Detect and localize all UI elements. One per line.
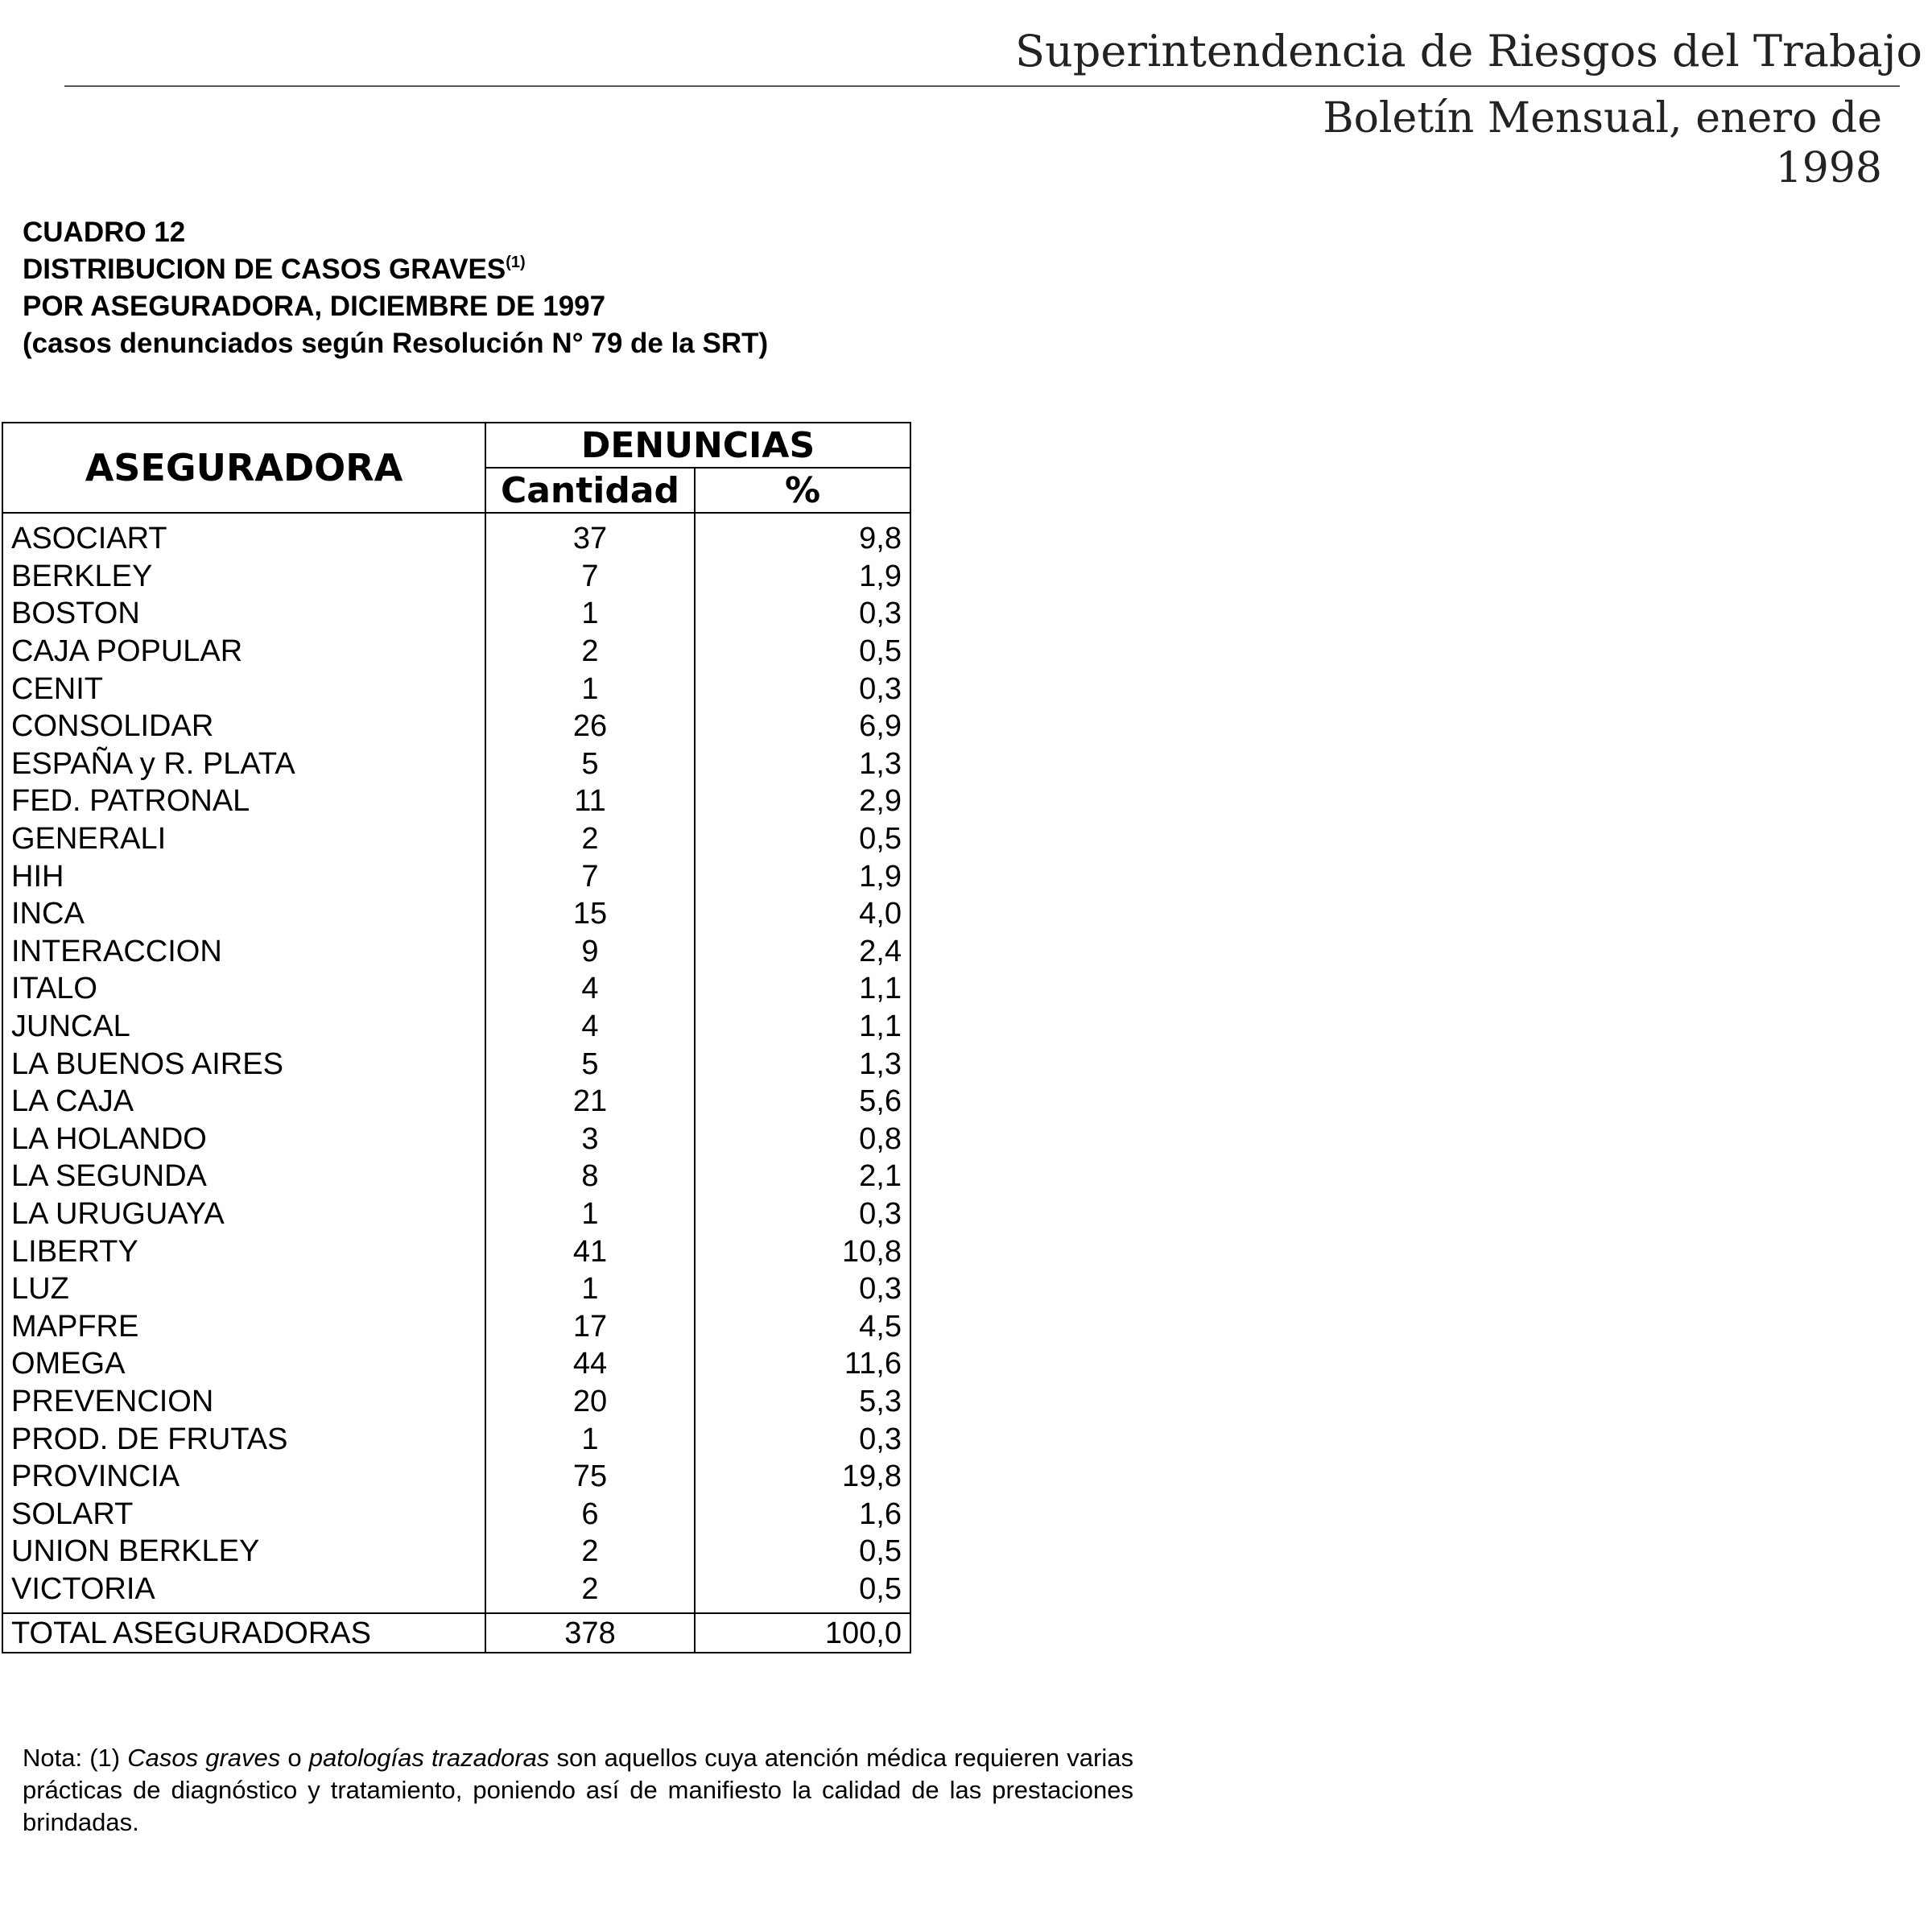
- insurer-porcentaje: 2,1: [695, 1158, 910, 1195]
- insurers-table: [2, 422, 911, 1653]
- table-row: [2, 1121, 910, 1158]
- insurer-porcentaje: 0,8: [695, 1121, 910, 1158]
- insurer-porcentaje: 0,3: [695, 1420, 910, 1458]
- title-line-2: [23, 251, 768, 288]
- insurer-name: MAPFRE: [2, 1307, 485, 1345]
- insurer-cantidad: 7: [485, 857, 695, 895]
- note-prefix: Nota: (1): [23, 1744, 121, 1772]
- insurer-porcentaje: 6,9: [695, 708, 910, 745]
- table-row: [2, 1232, 910, 1270]
- table-row: [2, 1533, 910, 1571]
- table-row: [2, 1420, 910, 1458]
- header-divider: [64, 85, 1900, 87]
- insurer-porcentaje: 2,4: [695, 933, 910, 971]
- insurer-name: PROD. DE FRUTAS: [2, 1420, 485, 1458]
- insurer-name: GENERALI: [2, 820, 485, 858]
- table-row: [2, 1008, 910, 1046]
- footnote-marker: (1): [506, 254, 526, 271]
- insurer-name: BOSTON: [2, 595, 485, 633]
- insurer-name: LUZ: [2, 1270, 485, 1308]
- insurer-name: FED. PATRONAL: [2, 782, 485, 820]
- insurer-porcentaje: 10,8: [695, 1232, 910, 1270]
- title-line-4: (casos denunciados según Resolución N° 79 de la SRT): [23, 328, 769, 359]
- table-row: [2, 670, 910, 708]
- note-term-2: patologías trazadoras: [308, 1744, 550, 1772]
- insurer-cantidad: 5: [485, 745, 695, 783]
- insurer-name: LA BUENOS AIRES: [2, 1045, 485, 1083]
- insurer-cantidad: 7: [485, 558, 695, 596]
- table-row: [2, 1083, 910, 1121]
- table-row: [2, 820, 910, 858]
- insurer-porcentaje: 0,5: [695, 1533, 910, 1571]
- insurer-cantidad: 1: [485, 670, 695, 708]
- table-row: [2, 1495, 910, 1533]
- insurer-cantidad: 2: [485, 1533, 695, 1571]
- insurer-porcentaje: 2,9: [695, 782, 910, 820]
- insurer-cantidad: 2: [485, 633, 695, 671]
- insurer-porcentaje: 4,5: [695, 1307, 910, 1345]
- insurer-name: LA SEGUNDA: [2, 1158, 485, 1195]
- insurer-cantidad: 15: [485, 895, 695, 933]
- table-row: [2, 895, 910, 933]
- insurer-porcentaje: 5,6: [695, 1083, 910, 1121]
- table-row: [2, 1458, 910, 1496]
- table-row: [2, 1270, 910, 1308]
- insurer-porcentaje: 19,8: [695, 1458, 910, 1496]
- insurer-cantidad: 1: [485, 1195, 695, 1233]
- header-denuncias: DENUNCIAS: [485, 423, 910, 468]
- publication-title: Boletín Mensual, enero de 1998: [1323, 94, 1882, 192]
- insurer-name: LA CAJA: [2, 1083, 485, 1121]
- insurer-cantidad: 21: [485, 1083, 695, 1121]
- insurer-cantidad: 37: [485, 513, 695, 558]
- table-row: [2, 1307, 910, 1345]
- insurer-name: UNION BERKLEY: [2, 1533, 485, 1571]
- table-row: [2, 782, 910, 820]
- insurer-porcentaje: 5,3: [695, 1383, 910, 1421]
- table-row: [2, 857, 910, 895]
- table-row: [2, 1045, 910, 1083]
- insurer-name: LA HOLANDO: [2, 1121, 485, 1158]
- insurer-porcentaje: 1,6: [695, 1495, 910, 1533]
- insurer-name: JUNCAL: [2, 1008, 485, 1046]
- total-porcentaje: 100,0: [695, 1613, 910, 1653]
- insurer-cantidad: 11: [485, 782, 695, 820]
- insurer-cantidad: 8: [485, 1158, 695, 1195]
- title-line-2-text: DISTRIBUCION DE CASOS GRAVES: [23, 254, 506, 285]
- insurer-name: PREVENCION: [2, 1383, 485, 1421]
- insurer-name: BERKLEY: [2, 558, 485, 596]
- insurer-name: SOLART: [2, 1495, 485, 1533]
- note-connector: o: [287, 1744, 302, 1772]
- footnote: [23, 1742, 1133, 1839]
- insurer-name: CENIT: [2, 670, 485, 708]
- insurer-cantidad: 17: [485, 1307, 695, 1345]
- insurer-porcentaje: 1,9: [695, 857, 910, 895]
- insurer-name: OMEGA: [2, 1345, 485, 1383]
- table-row: [2, 745, 910, 783]
- insurer-porcentaje: 0,3: [695, 595, 910, 633]
- total-row: [2, 1613, 910, 1653]
- insurer-porcentaje: 1,3: [695, 1045, 910, 1083]
- insurer-porcentaje: 1,1: [695, 970, 910, 1008]
- insurer-name: ASOCIART: [2, 513, 485, 558]
- table-row: [2, 513, 910, 558]
- insurer-name: CAJA POPULAR: [2, 633, 485, 671]
- insurer-name: LA URUGUAYA: [2, 1195, 485, 1233]
- insurer-name: CONSOLIDAR: [2, 708, 485, 745]
- header-cantidad: Cantidad: [485, 468, 695, 513]
- insurer-cantidad: 5: [485, 1045, 695, 1083]
- table-row: [2, 595, 910, 633]
- insurer-cantidad: 44: [485, 1345, 695, 1383]
- insurer-name: VICTORIA: [2, 1571, 485, 1614]
- total-label: TOTAL ASEGURADORAS: [2, 1613, 485, 1653]
- insurer-cantidad: 1: [485, 1420, 695, 1458]
- insurer-cantidad: 3: [485, 1121, 695, 1158]
- insurer-porcentaje: 0,5: [695, 1571, 910, 1614]
- header-porcentaje: %: [695, 468, 910, 513]
- insurer-name: PROVINCIA: [2, 1458, 485, 1496]
- header-aseguradora: ASEGURADORA: [2, 423, 485, 513]
- insurer-cantidad: 1: [485, 595, 695, 633]
- table-row: [2, 1345, 910, 1383]
- table-row: [2, 1195, 910, 1233]
- insurer-cantidad: 4: [485, 1008, 695, 1046]
- table-row: [2, 708, 910, 745]
- insurer-cantidad: 75: [485, 1458, 695, 1496]
- insurer-porcentaje: 0,3: [695, 1270, 910, 1308]
- table-row: [2, 1158, 910, 1195]
- insurer-cantidad: 20: [485, 1383, 695, 1421]
- insurer-porcentaje: 1,3: [695, 745, 910, 783]
- insurer-name: ESPAÑA y R. PLATA: [2, 745, 485, 783]
- table-row: [2, 558, 910, 596]
- table-row: [2, 970, 910, 1008]
- insurer-name: INCA: [2, 895, 485, 933]
- insurer-porcentaje: 1,1: [695, 1008, 910, 1046]
- insurer-cantidad: 1: [485, 1270, 695, 1308]
- note-term-1: Casos graves: [127, 1744, 281, 1772]
- insurer-name: HIH: [2, 857, 485, 895]
- insurer-porcentaje: 11,6: [695, 1345, 910, 1383]
- insurer-cantidad: 41: [485, 1232, 695, 1270]
- insurer-cantidad: 2: [485, 1571, 695, 1614]
- insurer-name: ITALO: [2, 970, 485, 1008]
- table-row: [2, 1571, 910, 1614]
- title-line-1: CUADRO 12: [23, 217, 186, 248]
- table-row: [2, 1383, 910, 1421]
- insurer-cantidad: 9: [485, 933, 695, 971]
- total-cantidad: 378: [485, 1613, 695, 1653]
- insurer-cantidad: 4: [485, 970, 695, 1008]
- insurer-porcentaje: 1,9: [695, 558, 910, 596]
- table-row: [2, 633, 910, 671]
- title-line-3: POR ASEGURADORA, DICIEMBRE DE 1997: [23, 291, 606, 322]
- insurer-cantidad: 26: [485, 708, 695, 745]
- organization-name: Superintendencia de Riesgos del Trabajo: [1014, 26, 1922, 76]
- table-body: [2, 513, 910, 1613]
- table-title: [23, 214, 768, 362]
- insurer-porcentaje: 0,3: [695, 670, 910, 708]
- insurer-porcentaje: 9,8: [695, 513, 910, 558]
- insurer-porcentaje: 0,5: [695, 633, 910, 671]
- insurer-cantidad: 2: [485, 820, 695, 858]
- table-row: [2, 933, 910, 971]
- insurer-name: INTERACCION: [2, 933, 485, 971]
- insurer-porcentaje: 4,0: [695, 895, 910, 933]
- note-body: son aquellos cuya atención médica requieren varias prácticas de diagnóstico y tratamiento, poniendo así de manifiesto la calidad de las prestaciones brindadas.: [23, 1744, 1133, 1836]
- insurer-porcentaje: 0,3: [695, 1195, 910, 1233]
- insurer-cantidad: 6: [485, 1495, 695, 1533]
- insurer-porcentaje: 0,5: [695, 820, 910, 858]
- insurer-name: LIBERTY: [2, 1232, 485, 1270]
